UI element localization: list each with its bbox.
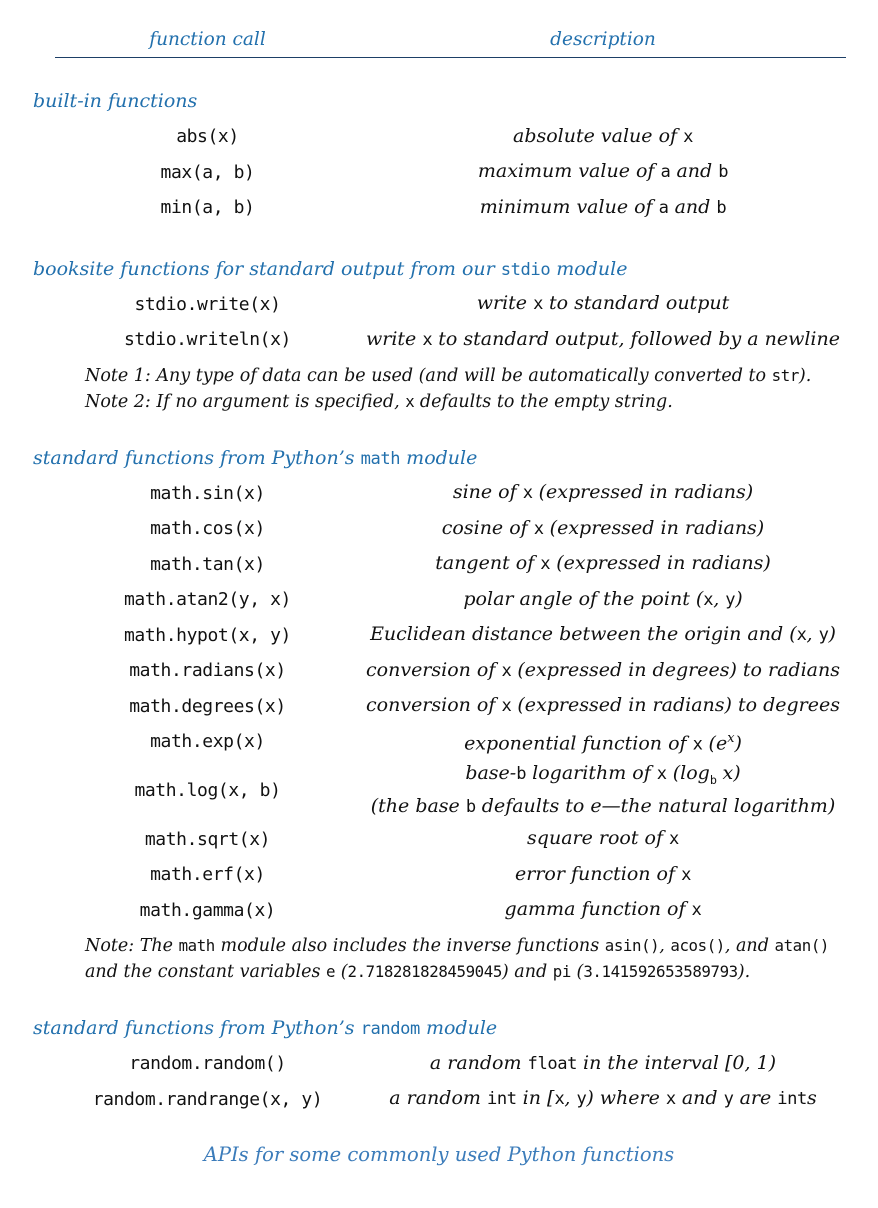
text-segment: (e xyxy=(702,732,728,755)
api-row xyxy=(55,689,846,725)
note-line xyxy=(85,933,838,959)
api-row xyxy=(55,653,846,689)
text-segment: ( xyxy=(335,962,348,982)
text-segment: maximum value of xyxy=(477,160,661,183)
section-rows xyxy=(0,119,878,226)
function-call: math.degrees(x) xyxy=(129,695,286,717)
text-segment: ). xyxy=(798,365,812,386)
text-segment: base- xyxy=(465,761,517,784)
text-segment: gamma function of xyxy=(504,898,692,921)
function-call: math.cos(x) xyxy=(150,518,265,540)
inline-code: x xyxy=(669,829,679,850)
text-segment: a random xyxy=(389,1087,487,1110)
function-description xyxy=(360,326,846,354)
function-call: math.exp(x) xyxy=(150,731,265,753)
function-call: math.hypot(x, y) xyxy=(124,624,291,646)
function-description xyxy=(360,760,846,822)
inline-code: y xyxy=(725,589,736,610)
sections-container xyxy=(0,88,878,1117)
function-description xyxy=(360,657,846,685)
text-segment: , and xyxy=(724,936,775,956)
text-segment: (expressed in radians) xyxy=(532,481,754,504)
header-rule xyxy=(55,57,846,58)
text-segment: conversion of xyxy=(366,658,502,681)
figure-caption: APIs for some commonly used Python functions xyxy=(203,1143,675,1166)
function-description xyxy=(360,290,846,318)
text-segment: , xyxy=(659,936,671,956)
text-segment: (expressed in radians) to degrees xyxy=(511,694,840,717)
function-description xyxy=(360,861,846,889)
function-description xyxy=(360,1085,846,1113)
note-line xyxy=(85,389,838,415)
text-segment: write xyxy=(365,327,423,350)
text-segment: write xyxy=(476,292,534,315)
function-description xyxy=(360,194,846,222)
function-description xyxy=(360,479,846,507)
text-segment: ) and xyxy=(501,962,553,982)
text-segment: s xyxy=(806,1087,817,1110)
section-notes xyxy=(85,933,838,985)
function-description xyxy=(360,158,846,186)
text-segment: standard functions from Python’s xyxy=(33,1017,361,1039)
text-segment: (expressed in radians) xyxy=(543,516,765,539)
function-description xyxy=(360,825,846,853)
text-segment: and xyxy=(668,195,717,218)
inline-code: b xyxy=(718,162,729,183)
text-segment: polar angle of the point ( xyxy=(463,587,704,610)
inline-code: 2.718281828459045 xyxy=(347,962,502,981)
section-heading xyxy=(33,256,878,282)
function-description xyxy=(360,550,846,578)
api-row xyxy=(55,511,846,547)
api-row xyxy=(55,547,846,583)
text-segment: Note 2: If no argument is specified, xyxy=(85,391,406,412)
function-call: math.log(x, b) xyxy=(134,780,281,801)
text-segment: square root of xyxy=(527,827,670,850)
text-segment: Note 1: Any type of data can be used (and will be automatically converted to xyxy=(85,365,772,386)
function-call: math.tan(x) xyxy=(150,553,265,575)
text-segment: conversion of xyxy=(366,694,502,717)
api-row xyxy=(55,760,846,822)
inline-code: acos() xyxy=(670,936,725,955)
section-notes xyxy=(85,363,838,415)
inline-code: random xyxy=(360,1019,420,1039)
function-call: math.radians(x) xyxy=(129,660,286,682)
text-segment: , xyxy=(806,623,819,646)
column-header-description: description xyxy=(550,28,656,50)
api-row xyxy=(55,893,846,929)
api-row xyxy=(55,190,846,226)
note-line xyxy=(85,363,838,389)
text-segment: tangent of xyxy=(435,552,541,575)
text-segment: x) xyxy=(716,761,741,784)
api-row xyxy=(55,724,846,760)
text-segment: cosine of xyxy=(441,516,534,539)
inline-code: e xyxy=(326,962,336,981)
text-segment: module xyxy=(550,257,628,280)
text-segment: and xyxy=(675,1087,724,1110)
text-segment: ). xyxy=(737,962,751,982)
inline-code: b xyxy=(516,763,527,784)
inline-code: x xyxy=(501,696,512,717)
inline-code: a xyxy=(658,197,669,218)
inline-code: x xyxy=(540,554,551,575)
text-segment: booksite functions for standard output from our xyxy=(33,257,501,280)
text-segment: defaults to e—the natural logarithm) xyxy=(475,795,836,818)
function-description xyxy=(360,586,846,614)
text-segment: , xyxy=(713,587,726,610)
api-row xyxy=(55,322,846,358)
table-header xyxy=(55,26,846,52)
inline-code: x xyxy=(554,1089,565,1110)
function-call: math.sin(x) xyxy=(150,482,265,504)
text-segment: defaults to the empty string. xyxy=(414,391,673,412)
text-segment: and the constant variables xyxy=(85,962,327,982)
function-description xyxy=(360,896,846,924)
function-description xyxy=(360,123,846,151)
inline-code: x xyxy=(665,1089,676,1110)
description-line xyxy=(360,760,846,794)
function-call: random.random() xyxy=(129,1053,286,1075)
text-segment: error function of xyxy=(515,862,682,885)
api-row xyxy=(55,155,846,191)
text-segment: Euclidean distance between the origin and ( xyxy=(370,623,797,646)
inline-code: atan() xyxy=(774,936,829,955)
inline-code: pi xyxy=(552,962,571,981)
function-call: random.randrange(x, y) xyxy=(92,1088,323,1110)
api-section xyxy=(0,1015,878,1117)
function-description xyxy=(360,621,846,649)
section-rows xyxy=(0,287,878,358)
inline-code: math xyxy=(360,448,401,469)
inline-code: asin() xyxy=(604,936,660,955)
inline-code: x xyxy=(533,518,544,539)
function-call: math.gamma(x) xyxy=(139,899,276,921)
text-segment: module xyxy=(419,1017,498,1039)
text-segment: and xyxy=(670,160,719,183)
function-call: math.atan2(y, x) xyxy=(124,589,291,611)
inline-code: math xyxy=(178,936,215,955)
function-call: math.sqrt(x) xyxy=(144,828,271,850)
section-rows xyxy=(0,476,878,929)
inline-code: str xyxy=(771,365,799,385)
inline-code: y xyxy=(818,625,829,646)
api-row xyxy=(55,857,846,893)
inline-code: x xyxy=(533,294,543,315)
text-segment: sine of xyxy=(452,481,523,504)
inline-code: y xyxy=(723,1089,734,1110)
inline-code: y xyxy=(576,1089,587,1110)
inline-code: b xyxy=(465,797,476,818)
inline-code: x xyxy=(656,763,667,784)
text-segment: ) where xyxy=(586,1087,666,1110)
inline-code: x xyxy=(422,329,433,350)
inline-code: x xyxy=(691,900,702,921)
text-segment: , xyxy=(564,1087,577,1110)
function-description xyxy=(360,725,846,758)
text-segment: module also includes the inverse functions xyxy=(214,936,605,956)
text-segment: to standard output xyxy=(543,292,730,315)
inline-code: a xyxy=(660,162,671,183)
text-segment: in the interval [0, 1) xyxy=(577,1051,777,1074)
api-row xyxy=(55,1082,846,1118)
api-row xyxy=(55,618,846,654)
section-heading xyxy=(33,445,878,471)
api-row xyxy=(55,476,846,512)
text-segment: b xyxy=(709,772,717,787)
text-segment: Note: The xyxy=(85,936,179,956)
text-segment: standard functions from Python’s xyxy=(33,446,361,469)
inline-code: stdio xyxy=(500,259,551,280)
inline-code: x xyxy=(681,864,691,885)
text-segment: to standard output, followed by a newline xyxy=(432,327,840,350)
section-rows xyxy=(0,1046,878,1117)
inline-code: float xyxy=(527,1053,578,1074)
function-description xyxy=(360,692,846,720)
text-segment: module xyxy=(400,446,478,469)
text-segment: built-in functions xyxy=(33,90,198,112)
function-call: stdio.write(x) xyxy=(134,293,281,315)
text-segment: logarithm of xyxy=(526,761,657,784)
inline-code: x xyxy=(796,625,807,646)
text-segment: minimum value of xyxy=(479,195,659,218)
column-header-function-call: function call xyxy=(149,28,266,50)
api-section xyxy=(0,88,878,226)
text-segment: ) xyxy=(828,623,836,646)
text-segment: (log xyxy=(666,761,710,784)
text-segment: (expressed in degrees) to radians xyxy=(511,658,840,681)
text-segment: (the base xyxy=(370,795,466,818)
inline-code: x xyxy=(683,126,693,147)
text-segment: are xyxy=(733,1087,778,1110)
inline-code: x xyxy=(405,391,415,411)
text-segment: ( xyxy=(570,962,584,982)
function-call: stdio.writeln(x) xyxy=(124,329,291,351)
function-call: math.erf(x) xyxy=(150,864,265,886)
text-segment: x xyxy=(727,731,735,747)
text-segment: in [ xyxy=(516,1087,555,1110)
function-call: min(a, b) xyxy=(160,197,255,219)
api-section xyxy=(0,256,878,415)
section-heading xyxy=(33,1015,878,1041)
text-segment: ) xyxy=(734,732,742,755)
inline-code: int xyxy=(777,1089,807,1110)
api-row xyxy=(55,582,846,618)
inline-code: x xyxy=(501,660,512,681)
inline-code: x xyxy=(703,589,714,610)
description-line xyxy=(360,793,846,821)
inline-code: x xyxy=(692,734,703,755)
text-segment: ) xyxy=(735,587,743,610)
api-row xyxy=(55,119,846,155)
text-segment: exponential function of xyxy=(464,732,693,755)
api-row xyxy=(55,1046,846,1082)
function-call: max(a, b) xyxy=(160,161,255,183)
note-line xyxy=(85,959,838,985)
inline-code: x xyxy=(522,483,533,504)
function-description xyxy=(360,515,846,543)
function-call: abs(x) xyxy=(176,126,239,148)
api-row xyxy=(55,822,846,858)
section-heading xyxy=(33,88,878,114)
text-segment: a random xyxy=(429,1051,528,1074)
text-segment: absolute value of xyxy=(513,124,684,147)
api-section xyxy=(0,445,878,986)
inline-code: 3.141592653589793 xyxy=(583,962,738,981)
inline-code: int xyxy=(486,1089,517,1110)
function-description xyxy=(360,1050,846,1078)
api-row xyxy=(55,287,846,323)
inline-code: b xyxy=(716,197,727,218)
text-segment: (expressed in radians) xyxy=(550,552,771,575)
